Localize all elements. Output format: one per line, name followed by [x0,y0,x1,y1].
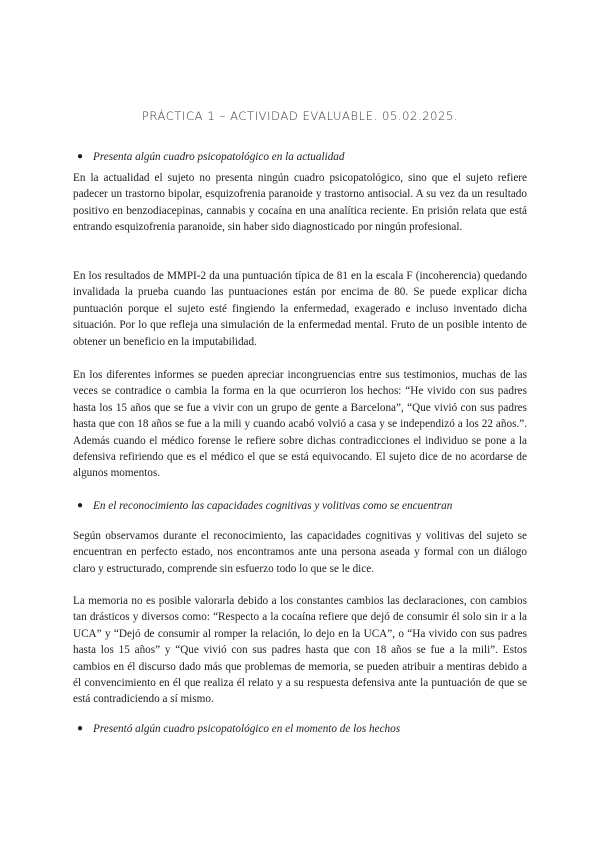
section-heading [77,498,453,514]
section-heading-text: En el reconocimiento las capacidades cognitivas y volitivas como se encuentran [93,500,453,512]
paragraph: En la actualidad el sujeto no presenta ningún cuadro psicopatológico, sino que el sujeto refiere padecer un trastorno bipolar, esquizofrenia paranoide y trastorno antisocial. A su vez da un resultado positivo en benzodiacepinas, cannabis y cocaína en una analítica reciente. En prisión relata que está entrando esquizofrenia paranoide, sin haber sido diagnosticado por ningún profesional. [73,172,527,234]
paragraph: En los diferentes informes se pueden apreciar incongruencias entre sus testimonios, muchas de las veces se contradice o cambia la forma en la que ocurrieron los hechos: “He vivido con sus padres hasta los 15 años que se fue a vivir con un grupo de gente a Barcelona”, “Que vivió con sus padres hasta que con 18 años se fue a la mili y cuando acabó volvió a casa y se independizó a los 22 años.”. Además cuando el médico forense le refiere sobre dichas contradicciones el individuo se pone a la defensiva refiriendo que es el médico el que se está equivocando. El sujeto dice de no acordarse de algunos momentos. [73,369,527,480]
paragraph: En los resultados de MMPI-2 da una puntuación típica de 81 en la escala F (incoherencia) quedando invalidada la prueba cuando las puntuaciones están por encima de 80. Se puede explicar dicha puntuación porque el sujeto esté fingiendo la enfermedad, exagerado e incluso inventado dicha situación. Por lo que refleja una simulación de la enfermedad mental. Fruto de un posible intento de obtener un beneficio en la imputabilidad. [73,270,527,348]
page-title: PRÁCTICA 1 – ACTIVIDAD EVALUABLE. 05.02.2025. [141,109,459,123]
bullet-icon: ● [77,151,84,162]
section-heading [77,149,345,165]
paragraph: La memoria no es posible valorarla debido a los constantes cambios las declaraciones, con cambios tan drásticos y diversos como: “Respecto a la cocaína refiere que dejó de consumir él solo sin ir a la UCA” y “Dejó de consumir al romper la relación, lo dejo en la UCA”, o “Ha vivido con sus padres hasta los 15 años” y “Que vivió con sus padres hasta que con 18 años se fue a la mili”. Estos cambios en él discurso dado más que problemas de memoria, se pueden atribuir a mentiras debido a él convencimiento en él que realiza él relato y a su respuesta defensiva ante la puntuación de que se está contradiciendo a sí mismo. [73,595,527,706]
bullet-icon: ● [77,500,84,511]
section-heading-text: Presentó algún cuadro psicopatológico en el momento de los hechos [93,723,401,735]
section-heading [77,721,401,737]
section-heading-text: Presenta algún cuadro psicopatológico en la actualidad [93,151,345,163]
bullet-icon: ● [77,723,84,734]
paragraph: Según observamos durante el reconocimiento, las capacidades cognitivas y volitivas del sujeto se encuentran en perfecto estado, nos encontramos ante una persona aseada y formal con un diálogo claro y estructurado, comprende sin esfuerzo todo lo que se le dice. [73,530,527,575]
